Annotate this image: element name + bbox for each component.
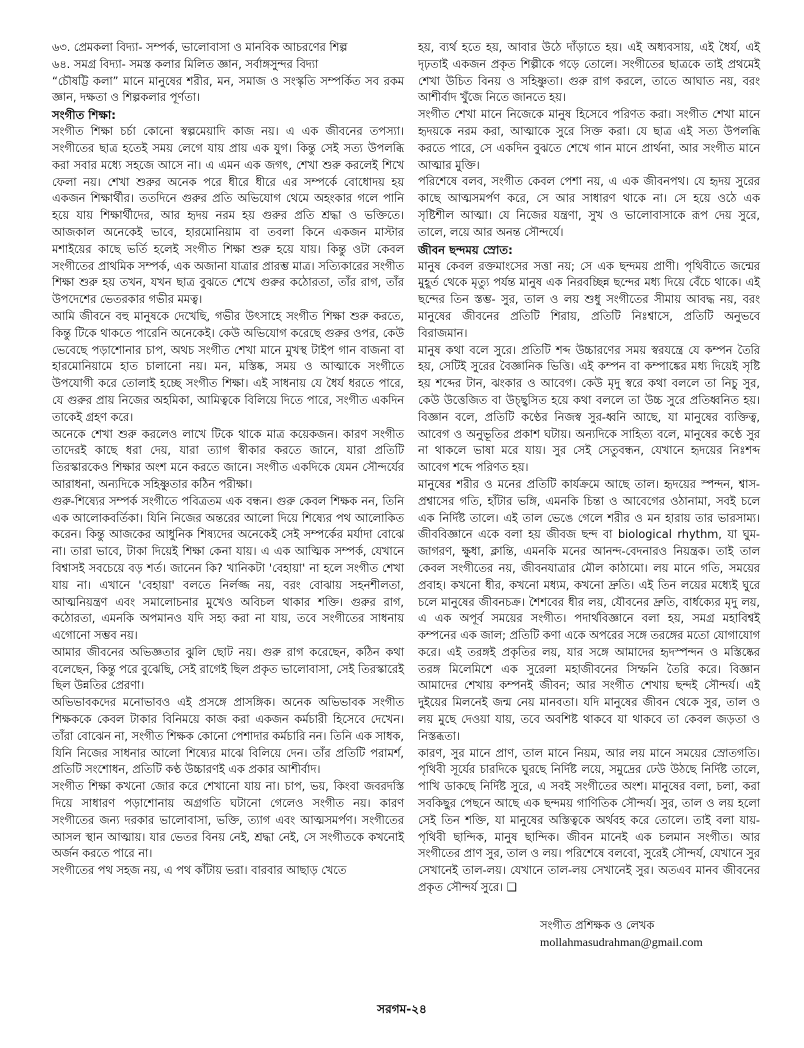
author-signature	[540, 917, 770, 951]
section-heading-music-education: সংগীত শিক্ষা:	[52, 108, 116, 123]
paragraph: গুরু-শিষ্যের সম্পর্ক সংগীতে পবিত্রতম এক বন্ধন। গুরু কেবল শিক্ষক নন, তিনি এক আলোকবর্তিকা। যিনি নিজের অন্তরের আলো দিয়ে শিষ্যের পথ আলোকিত করেন। কিন্তু আজকের আধুনিক শিষ্যদের অনেকেই সেই সম্পর্কের মর্যাদা বোঝে না। তারা ভাবে, টাকা দিয়েই শিক্ষা কেনা যায়। এ এক আত্মিক সম্পর্ক, যেখানে বিশ্বাসই সবচেয়ে বড় শর্ত। জানেন কি? খানিকটা 'বেহায়া' না হলে সংগীত শেখা যায় না। এখানে 'বেহায়া' বলতে নির্লজ্জ নয়, বরং বোঝায় সহনশীলতা, আত্মনিয়ন্ত্রণ এবং সমালোচনার মুখেও অবিচল থাকার শক্তি। গুরুর রাগ, কঠোরতা, এমনকি অপমানও যদি সহ্য করা না যায়, তবে সংগীতের সাধনায় এগোনো সম্ভব নয়।	[52, 494, 404, 643]
right-column	[418, 40, 760, 897]
left-column	[52, 40, 404, 880]
paragraph: সংগীত শেখা মানে নিজেকে মানুষ হিসেবে পরিণত করা। সংগীত শেখা মানে হৃদয়কে নরম করা, আত্মাকে সুরে সিক্ত করা। যে ছাত্র এই সত্য উপলব্ধি করতে পারে, সে একদিন বুঝতে শেখে গান মানে প্রার্থনা, আর সংগীত মানে আত্মার মুক্তি।	[418, 108, 760, 172]
paragraph: মানুষের শরীর ও মনের প্রতিটি কার্যক্রমে আছে তাল। হৃদয়ের স্পন্দন, শ্বাস-প্রশ্বাসের গতি, হাঁটার ভঙ্গি, এমনকি চিন্তা ও আবেগের ওঠানামা, সবই চলে এক নির্দিষ্ট তালে। এই তাল ভেঙে গেলে শরীর ও মন হারায় তার ভারসাম্য। জীববিজ্ঞানে একে বলা হয় জীবজ ছন্দ বা biological rhythm, যা ঘুম-জাগরণ, ক্ষুধা, ক্লান্তি, এমনকি মনের আনন্দ-বেদনারও নিয়ন্ত্রক। তাই তাল কেবল সংগীতের নয়, জীবনযাত্রার মৌল কাঠামো। লয় মানে গতি, সময়ের প্রবাহ। কখনো ধীর, কখনো মধ্যম, কখনো দ্রুতি। এই তিন লয়ের মধ্যেই ঘুরে চলে মানুষের জীবনচক্র। শৈশবের ধীর লয়, যৌবনের দ্রুতি, বার্ধক্যের মৃদু লয়, এ এক অপূর্ব সময়ের সংগীত। পদার্থবিজ্ঞানে বলা হয়, সমগ্র মহাবিশ্বই কম্পনের এক জাল; প্রতিটি কণা একে অপরের সঙ্গে তরঙ্গের মতো যোগাযোগ করে। এই তরঙ্গই প্রকৃতির লয়, যার সঙ্গে আমাদের হৃদস্পন্দন ও মস্তিষ্কের তরঙ্গ মিলেমিশে এক সুরেলা মহাজীবনের সিম্ফনি তৈরি করে। বিজ্ঞান আমাদের শেখায় কম্পনই জীবন; আর সংগীত শেখায় ছন্দই সৌন্দর্য। এই দুইয়ের মিলনেই জন্ম নেয় মানবতা। যদি মানুষের জীবন থেকে সুর, তাল ও লয় মুছে দেওয়া যায়, তবে অবশিষ্ট থাকবে যা থাকবে তা কেবল জড়তা ও নিস্তব্ধতা।	[418, 477, 760, 743]
list-item: ৬৩. প্রেমকলা বিদ্যা- সম্পর্ক, ভালোবাসা ও মানবিক আচরণের শিল্প	[52, 41, 348, 54]
section-heading-rhythmic-life: জীবন ছন্দময় স্রোত:	[418, 242, 513, 257]
paragraph: মানুষ কথা বলে সুরে। প্রতিটি শব্দ উচ্চারণের সময় স্বরযন্ত্রে যে কম্পন তৈরি হয়, সেটিই সুরের বৈজ্ঞানিক ভিত্তি। এই কম্পন বা কম্পাঙ্কের মধ্য দিয়েই সৃষ্টি হয় শব্দের টান, ঝংকার ও আবেগ। কেউ মৃদু স্বরে কথা বললে তা নিচু সুর, কেউ উত্তেজিত বা উচ্ছ্বসিত হয়ে কথা বললে তা উচ্চ সুরে প্রতিধ্বনিত হয়। বিজ্ঞান বলে, প্রতিটি কণ্ঠের নিজস্ব সুর-ধ্বনি আছে, যা মানুষের ব্যক্তিত্ব, আবেগ ও অনুভূতির প্রকাশ ঘটায়। অন্যদিকে সাহিত্য বলে, মানুষের কণ্ঠে সুর না থাকলে ভাষা মরে যায়। সুর সেই সেতুবন্ধন, যেখানে হৃদয়ের নিঃশব্দ আবেগ শব্দে পরিণত হয়।	[418, 343, 760, 475]
page-footer: সরগম-২৪	[377, 1002, 427, 1016]
paragraph: সংগীত শিক্ষা চর্চা কোনো স্বল্পমেয়াদি কাজ নয়। এ এক জীবনের তপস্যা। সংগীতের ছাত্র হতেই সময় লেগে যায় প্রায় এক যুগ। কিন্তু সেই সত্য উপলব্ধি করা সবার মধ্যে সহজে আসে না। এ এমন এক জগৎ, শেখা শুরু করলেই শিখে ফেলা নয়। শেখা শুরুর অনেক পরে ধীরে ধীরে এর সম্পর্কে বোধোদয় হয় একজন শিক্ষার্থীর। ততদিনে গুরুর প্রতি অভিযোগ থেমে অহংকার গলে পানি হয়ে যায় শিক্ষার্থীদের, আর হৃদয় নরম হয় গুরুর প্রতি শ্রদ্ধা ও ভক্তিতে। আজকাল অনেকেই ভাবে, হারমোনিয়াম বা তবলা কিনে একজন মাস্টার মশাইয়ের কাছে ভর্তি হলেই সংগীত শিক্ষা শুরু হয়ে যায়। কিন্তু ওটা কেবল সংগীতের প্রাথমিক সম্পর্ক, এক অজানা যাত্রার প্রারম্ভ মাত্র। সত্যিকারের সংগীত শিক্ষা শুরু হয় তখন, যখন ছাত্র বুঝতে শেখে গুরুর কঠোরতা, তাঁর রাগ, তাঁর উপদেশের ভেতরকার গভীর মমত্ব।	[52, 125, 404, 307]
paragraph: সংগীতের পথ সহজ নয়, এ পথ কাঁটায় ভরা। বারবার আছাড় খেতে	[52, 864, 347, 878]
author-email: mollahmasudrahman@gmail.com	[540, 935, 703, 949]
paragraph: অনেকে শেখা শুরু করলেও লাখে টিকে থাকে মাত্র কয়েকজন। কারণ সংগীত তাদেরই কাছে ধরা দেয়, যারা ত্যাগ স্বীকার করতে জানে, যারা প্রতিটি তিরস্কারকেও শিক্ষার অংশ মনে করতে জানে। সংগীত একদিকে যেমন সৌন্দর্যের আরাধনা, অন্যদিকে সহিষ্ণুতার কঠিন পরীক্ষা।	[52, 427, 404, 491]
paragraph: আমার জীবনের অভিজ্ঞতার ঝুলি ছোট নয়। গুরু রাগ করেছেন, কঠিন কথা বলেছেন, কিন্তু পরে বুঝেছি, সেই রাগেই ছিল প্রকৃত ভালোবাসা, সেই তিরস্কারেই ছিল উন্নতির প্রেরণা।	[52, 645, 404, 693]
list-item: “চৌষট্টি কলা” মানে মানুষের শরীর, মন, সমাজ ও সংস্কৃতি সম্পর্কিত সব রকম জ্ঞান, দক্ষতা ও শিল্পকলার পূর্ণতা।	[52, 74, 404, 105]
list-item: ৬৪. সমগ্র বিদ্যা- সমস্ত কলার মিলিত জ্ঞান, সর্বাঙ্গসুন্দর বিদ্যা	[52, 57, 319, 71]
paragraph: সংগীত শিক্ষা কখনো জোর করে শেখানো যায় না। চাপ, ভয়, কিংবা জবরদস্তি দিয়ে সাধারণ পড়াশোনায় অগ্রগতি ঘটানো গেলেও সংগীত নয়। কারণ সংগীতের জন্য দরকার ভালোবাসা, ভক্তি, ত্যাগ এবং আত্মসমর্পণ। সংগীতের আসল স্থান আত্মায়। যার ভেতর বিনয় নেই, শ্রদ্ধা নেই, সে সংগীতকে কখনোই অর্জন করতে পারে না।	[52, 780, 404, 861]
paragraph: হয়, ব্যর্থ হতে হয়, আবার উঠে দাঁড়াতে হয়। এই অধ্যবসায়, এই ধৈর্য, এই দৃঢ়তাই একজন প্রকৃত শিল্পীকে গড়ে তোলে। সংগীতের ছাত্রকে তাই প্রথমেই শেখা উচিত বিনয় ও সহিষ্ণুতা। গুরু রাগ করলে, তাতে আঘাত নয়, বরং আশীর্বাদ খুঁজে নিতে জানতে হয়।	[418, 41, 760, 105]
author-role: সংগীত প্রশিক্ষক ও লেখক	[540, 919, 655, 932]
paragraph: পরিশেষে বলব, সংগীত কেবল পেশা নয়, এ এক জীবনপথ। যে হৃদয় সুরের কাছে আত্মসমর্পণ করে, সে আর সাধারণ থাকে না। সে হয়ে ওঠে এক সৃষ্টিশীল আত্মা। যে নিজের যন্ত্রণা, সুখ ও ভালোবাসাকে রূপ দেয় সুরে, তালে, লয়ে আর অনন্ত সৌন্দর্যে।	[418, 175, 760, 239]
paragraph: আমি জীবনে বহু মানুষকে দেখেছি, গভীর উৎসাহে সংগীত শিক্ষা শুরু করতে, কিন্তু টিকে থাকতে পারেনি অনেকেই। কেউ অভিযোগ করেছে গুরুর ওপর, কেউ ভেবেছে পড়াশোনার চাপ, অথচ সংগীত শেখা মানে মুখস্থ টাইপ গান বাজনা বা হারমোনিয়ামে হাত চালানো নয়। মন, মস্তিষ্ক, সময় ও আত্মাকে সংগীতে উপযোগী করে তোলাই হচ্ছে সংগীত শিক্ষা। এই সাধনায় যে ধৈর্য ধরতে পারে, যে গুরুর প্রায় নিজের অহমিকা, আমিত্বকে বিলিয়ে দিতে পারে, সংগীত একদিন তাকেই গ্রহণ করে।	[52, 309, 404, 424]
paragraph: কারণ, সুর মানে প্রাণ, তাল মানে নিয়ম, আর লয় মানে সময়ের স্রোতগতি। পৃথিবী সূর্যের চারদিকে ঘুরছে নির্দিষ্ট লয়ে, সমুদ্রের ঢেউ উঠছে নির্দিষ্ট তালে, পাখি ডাকছে নির্দিষ্ট সুরে, এ সবই সংগীতের অংশ। মানুষের বলা, চলা, করা সবকিছুর পেছনে আছে এক ছন্দময় গাণিতিক সৌন্দর্য। সুর, তাল ও লয় হলো সেই তিন শক্তি, যা মানুষের অস্তিত্বকে অর্থবহ করে তোলে। তাই বলা যায়- পৃথিবী ছান্দিক, মানুষ ছান্দিক। জীবন মানেই এক চলমান সংগীত। আর সংগীতের প্রাণ সুর, তাল ও লয়। পরিশেষে বলবো, সুরেই সৌন্দর্য, যেখানে সুর সেখানেই তাল-লয়। যেখানে তাল-লয় সেখানেই সুর। অতএব মানব জীবনের প্রকৃত সৌন্দর্য সুরে। ❑	[418, 746, 760, 895]
paragraph: মানুষ কেবল রক্তমাংসের সত্তা নয়; সে এক ছন্দময় প্রাণী। পৃথিবীতে জন্মের মুহূর্ত থেকে মৃত্যু পর্যন্ত মানুষ এক নিরবচ্ছিন্ন ছন্দের মধ্য দিয়ে বেঁচে থাকে। এই ছন্দের তিন স্তম্ভ- সুর, তাল ও লয় শুধু সংগীতের সীমায় আবদ্ধ নয়, বরং মানুষের জীবনের প্রতিটি শিরায়, প্রতিটি নিঃশ্বাসে, প্রতিটি অনুভবে বিরাজমান।	[418, 259, 760, 340]
paragraph: অভিভাবকদের মনোভাবও এই প্রসঙ্গে প্রাসঙ্গিক। অনেক অভিভাবক সংগীত শিক্ষককে কেবল টাকার বিনিময়ে কাজ করা একজন কর্মচারী হিসেবে দেখেন। তাঁরা বোঝেন না, সংগীত শিক্ষক কোনো পেশাদার কর্মচারি নন। তিনি এক সাধক, যিনি নিজের সাধনার আলো শিষ্যের মাঝে বিলিয়ে দেন। তাঁর প্রতিটি পরামর্শ, প্রতিটি সংশোধন, প্রতিটি কণ্ঠ উচ্চারণই এক প্রকার আশীর্বাদ।	[52, 696, 404, 777]
